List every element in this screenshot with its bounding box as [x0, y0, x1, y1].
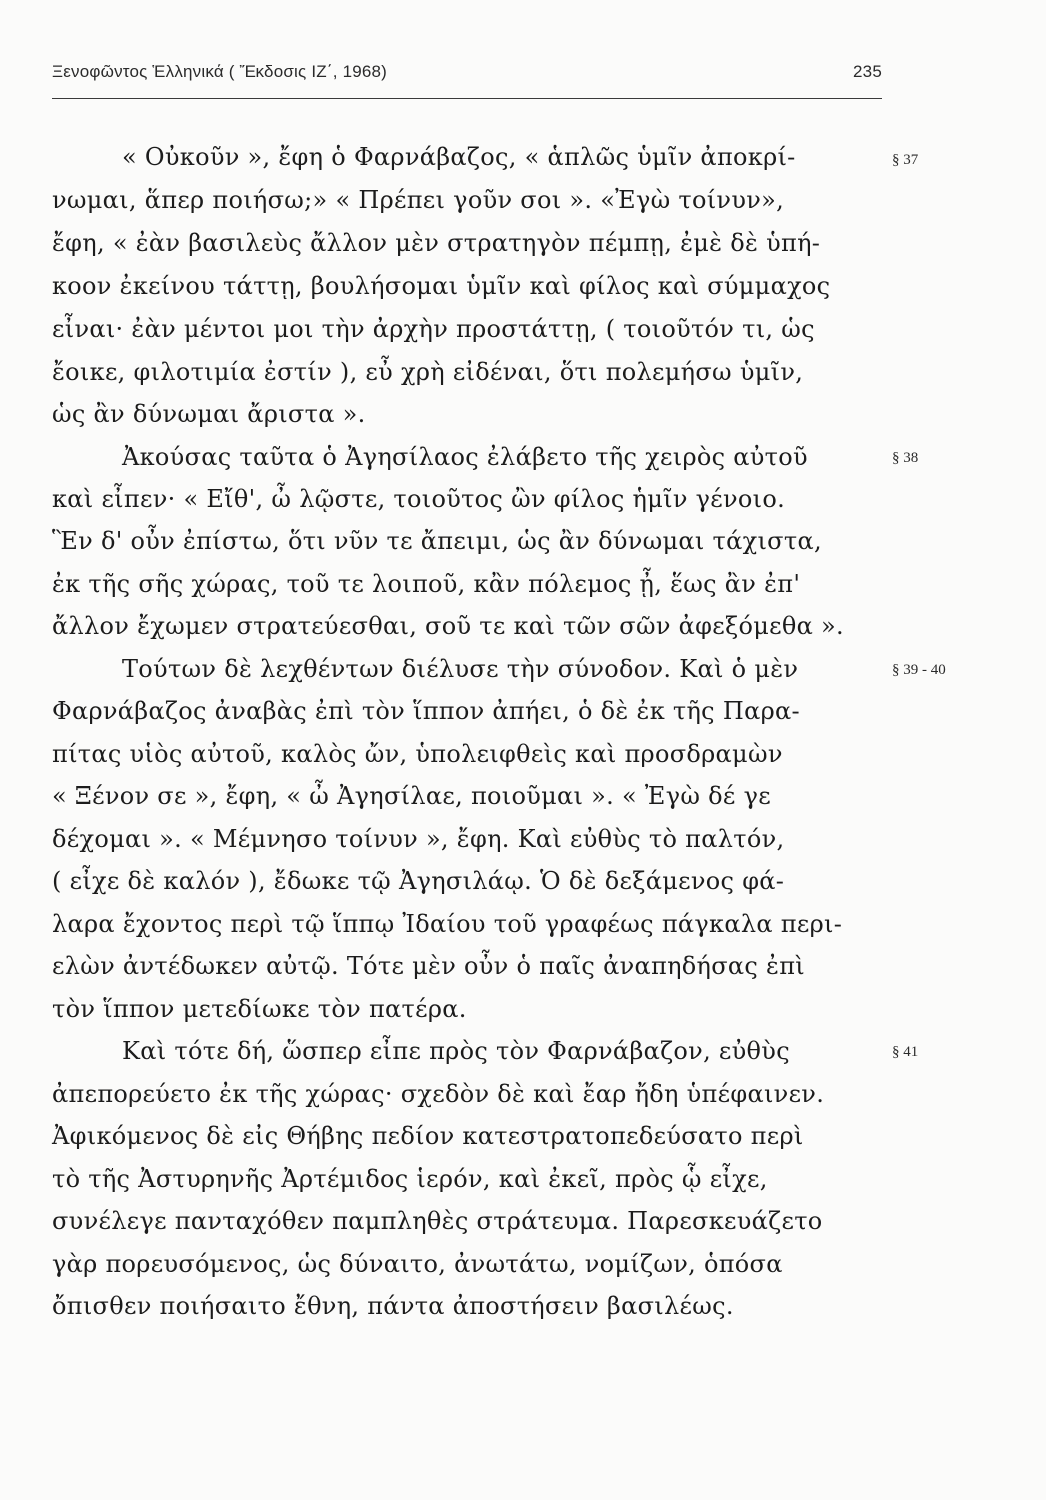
text-line: τὸν ἵππον μετεδίωκε τὸν πατέρα. — [52, 995, 467, 1023]
text-line: ἄλλον ἔχωμεν στρατεύεσθαι, σοῦ τε καὶ τῶν σῶν ἀφεξόμεθα ». — [52, 612, 844, 640]
text-line: λαρα ἔχοντος περὶ τῷ ἵππῳ Ἰδαίου τοῦ γραφέως πάγκαλα περι- — [52, 910, 843, 938]
text-line: « Οὐκοῦν », ἔφη ὁ Φαρνάβαζος, « ἁπλῶς ὑμῖν ἀποκρί- — [122, 143, 796, 171]
running-header — [52, 62, 882, 92]
text-line: « Ξένον σε », ἔφη, « ὦ Ἀγησίλαε, ποιοῦμαι ». « Ἐγὼ δέ γε — [52, 782, 771, 810]
text-line: συνέλεγε πανταχόθεν παμπληθὲς στράτευμα. Παρεσκευάζετο — [52, 1207, 823, 1235]
running-title: Ξενοφῶντος Ἑλληνικά ( Ἔκδοσις ΙΖ΄, 1968) — [52, 62, 388, 81]
text-line: ελὼν ἀντέδωκεν αὐτῷ. Τότε μὲν οὖν ὁ παῖς ἀναπηδήσας ἐπὶ — [52, 952, 806, 980]
text-line: κοον ἐκείνου τάττῃ, βουλήσομαι ὑμῖν καὶ φίλος καὶ σύμμαχος — [52, 272, 831, 300]
header-rule — [52, 98, 882, 99]
text-line: ( εἶχε δὲ καλόν ), ἔδωκε τῷ Ἀγησιλάῳ. Ὁ δὲ δεξάμενος φά- — [52, 867, 785, 895]
section-marker: § 41 — [892, 1044, 919, 1060]
text-line: τὸ τῆς Ἀστυρηνῆς Ἀρτέμιδος ἱερόν, καὶ ἐκεῖ, πρὸς ᾧ εἶχε, — [52, 1165, 768, 1193]
text-line: ὡς ἂν δύνωμαι ἄριστα ». — [52, 400, 366, 428]
text-line: Τούτων δὲ λεχθέντων διέλυσε τὴν σύνοδον. Καὶ ὁ μὲν — [122, 655, 799, 683]
section-marker: § 38 — [892, 450, 919, 466]
text-line: καὶ εἶπεν· « Εἴθ', ὦ λῷστε, τοιοῦτος ὢν φίλος ἡμῖν γένοιο. — [52, 485, 786, 513]
text-line: εἶναι· ἐὰν μέντοι μοι τὴν ἀρχὴν προστάττῃ, ( τοιοῦτόν τι, ὡς — [52, 315, 815, 343]
text-line: Φαρνάβαζος ἀναβὰς ἐπὶ τὸν ἵππον ἀπήει, ὁ δὲ ἐκ τῆς Παρα- — [52, 697, 800, 725]
text-line: Ἀφικόμενος δὲ εἰς Θήβης πεδίον κατεστρατοπεδεύσατο περὶ — [52, 1122, 804, 1150]
text-line: ἀπεπορεύετο ἐκ τῆς χώρας· σχεδὸν δὲ καὶ ἔαρ ἤδη ὑπέφαινεν. — [52, 1080, 825, 1108]
text-line: γὰρ πορευσόμενος, ὡς δύναιτο, ἀνωτάτω, νομίζων, ὁπόσα — [52, 1250, 783, 1278]
section-marker: § 37 — [892, 152, 919, 168]
text-line: Καὶ τότε δή, ὥσπερ εἶπε πρὸς τὸν Φαρνάβαζον, εὐθὺς — [122, 1037, 790, 1065]
text-line: ὄπισθεν ποιήσαιτο ἔθνη, πάντα ἀποστήσειν βασιλέως. — [52, 1292, 734, 1320]
text-line: Ἓν δ' οὖν ἐπίστω, ὅτι νῦν τε ἄπειμι, ὡς ἂν δύνωμαι τάχιστα, — [52, 527, 822, 555]
text-line: δέχομαι ». « Μέμνησο τοίνυν », ἔφη. Καὶ εὐθὺς τὸ παλτόν, — [52, 825, 785, 853]
text-line: ἔφη, « ἐὰν βασιλεὺς ἄλλον μὲν στρατηγὸν πέμπῃ, ἐμὲ δὲ ὑπή- — [52, 229, 821, 257]
text-line: ἐκ τῆς σῆς χώρας, τοῦ τε λοιποῦ, κἂν πόλεμος ᾖ, ἕως ἂν ἐπ' — [52, 570, 801, 598]
text-line: ἔοικε, φιλοτιμία ἐστίν ), εὖ χρὴ εἰδέναι, ὅτι πολεμήσω ὑμῖν, — [52, 358, 804, 386]
text-line: Ἀκούσας ταῦτα ὁ Ἀγησίλαος ἐλάβετο τῆς χειρὸς αὐτοῦ — [122, 443, 808, 471]
section-marker: § 39 - 40 — [892, 662, 946, 678]
text-line: νωμαι, ἅπερ ποιήσω;» « Πρέπει γοῦν σοι ». «Ἐγὼ τοίνυν», — [52, 186, 785, 214]
text-line: πίτας υἱὸς αὐτοῦ, καλὸς ὤν, ὑπολειφθεὶς καὶ προσδραμὼν — [52, 740, 783, 768]
page-number: 235 — [853, 62, 882, 81]
